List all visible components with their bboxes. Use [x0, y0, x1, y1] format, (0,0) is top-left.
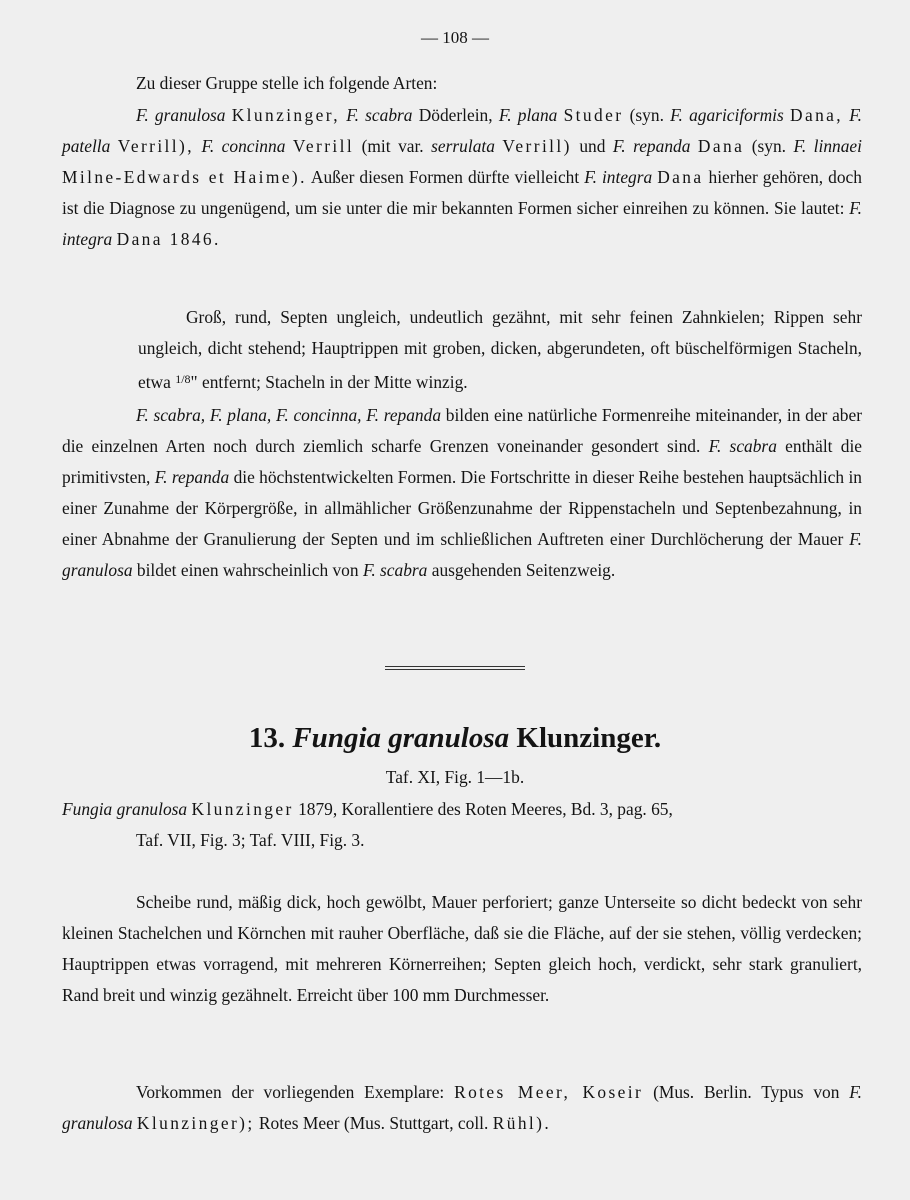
dana-diagnosis-quote: [138, 302, 862, 398]
author-name: Dana,: [790, 105, 844, 125]
author-year: Dana 1846.: [116, 229, 221, 249]
text-fragment: (syn.: [751, 136, 786, 156]
occurrence-paragraph: [62, 1077, 862, 1139]
text-fragment: ausgehenden Seitenzweig.: [431, 560, 616, 580]
text-fragment: Außer diesen Formen dürfte vielleicht: [310, 167, 580, 187]
variety-name: serrulata: [431, 136, 495, 156]
author-name: Milne-Edwards et Haime).: [62, 167, 307, 187]
author-name: Studer: [563, 105, 624, 125]
species-name: F. repanda: [154, 467, 230, 487]
species-name: F. granulosa: [62, 529, 862, 580]
text-fragment: enthält die primitivsten,: [62, 436, 862, 487]
species-name: F. granulosa: [62, 1082, 862, 1133]
intro-text: Zu dieser Gruppe stelle ich folgende Arten:: [136, 73, 438, 93]
museum-ref: (Mus. Berlin. Typus von: [653, 1082, 840, 1102]
synonym-reference-cont: Taf. VII, Fig. 3; Taf. VIII, Fig. 3.: [136, 830, 365, 850]
author-name: Döderlein,: [418, 105, 493, 125]
synonym-author: Klunzinger: [191, 799, 294, 819]
fraction: 1/8: [175, 372, 191, 386]
author-name: Verrill),: [117, 136, 194, 156]
discussion-paragraph: [62, 400, 862, 586]
species-name: F. scabra: [708, 436, 777, 456]
author-name: Verrill): [502, 136, 572, 156]
species-name: F. concinna: [201, 136, 286, 156]
text-fragment: hierher gehören, doch ist die Diagnose zu ungenügend, um sie unter die mir bekannten Formen sicher einreihen zu können. Sie lautet:: [62, 167, 862, 218]
synonymy-entry: [62, 794, 862, 856]
plate-reference: Taf. XI, Fig. 1—1b.: [385, 767, 525, 787]
quote-text: " entfernt; Stacheln in der Mitte winzig.: [190, 372, 468, 392]
synonym-reference: 1879, Korallentiere des Roten Meeres, Bd. 3, pag. 65,: [298, 799, 673, 819]
synonym-name: Fungia granulosa: [62, 799, 188, 819]
species-names: F. scabra, F. plana, F. concinna, F. repanda: [136, 405, 442, 425]
section-heading: [0, 718, 910, 758]
text-fragment: (mit var.: [361, 136, 424, 156]
species-name: F. plana: [498, 105, 558, 125]
description-paragraph: [62, 887, 862, 1011]
intro-line: [62, 68, 862, 99]
section-number: 13.: [248, 722, 286, 754]
section-species: Fungia granulosa: [292, 722, 510, 754]
author-name: Klunzinger,: [231, 105, 340, 125]
author-name: Klunzinger);: [136, 1113, 255, 1133]
species-name: F. integra: [62, 198, 862, 249]
text-fragment: bildet einen wahrscheinlich von: [136, 560, 359, 580]
text-fragment: (syn.: [629, 105, 664, 125]
species-list-paragraph: [62, 100, 862, 255]
locality: Rotes Meer (Mus. Stuttgart, coll.: [258, 1113, 489, 1133]
occurrence-label: Vorkommen der vorliegenden Exemplare:: [136, 1082, 445, 1102]
text-fragment: und: [579, 136, 606, 156]
text-fragment: die höchstentwickelten Formen. Die Fortschritte in dieser Reihe bestehen hauptsächlich in einer Zunahme der Körpergröße, in allmählicher Größenzunahme der Rippenstacheln und Septenbezahnung, in einer Abnahme der Granulierung der Septen und im schließlichen Auftreten einer Durchlöcherung der Mauer: [62, 467, 862, 549]
locality: Rotes Meer, Koseir: [454, 1082, 644, 1102]
species-name: F. agariciformis: [670, 105, 784, 125]
quote-text: Groß, rund, Septen ungleich, undeutlich gezähnt, mit sehr feinen Zahnkielen; Rippen sehr ungleich, dicht stehend; Hauptrippen mit groben, dicken, abgerundeten, oft büschelförmigen Stacheln, etwa: [138, 307, 862, 392]
text-fragment: bilden eine natürliche Formenreihe miteinander, in der aber die einzelnen Arten noch durch ziemlich scharfe Grenzen voneinander gesondert sind.: [62, 405, 862, 456]
species-name: F. integra: [584, 167, 653, 187]
author-name: Dana: [657, 167, 704, 187]
section-author: Klunzinger.: [516, 722, 662, 754]
page-number: — 108 —: [421, 28, 489, 47]
species-name: F. repanda: [612, 136, 691, 156]
author-name: Dana: [697, 136, 745, 156]
species-name: F. granulosa: [136, 105, 226, 125]
species-name: F. scabra: [362, 560, 428, 580]
species-name: F. scabra: [346, 105, 413, 125]
section-divider: [385, 666, 525, 670]
collector-name: Rühl).: [492, 1113, 552, 1133]
description-text: Scheibe rund, mäßig dick, hoch gewölbt, Mauer perforiert; ganze Unterseite so dicht bedeckt von sehr kleinen Stachelchen und Körnchen mit rauher Oberfläche, daß sie die Fläche, auf der sie stehen, völlig verdecken; Hauptrippen etwas vorragend, mit mehreren Körnerreihen; Septen gleich hoch, verdickt, sehr stark granuliert, Rand breit und winzig gezähnelt. Erreicht über 100 mm Durchmesser.: [62, 892, 862, 1005]
species-name: F. patella: [62, 105, 862, 156]
author-name: Verrill: [292, 136, 355, 156]
species-name: F. linnaei: [793, 136, 862, 156]
